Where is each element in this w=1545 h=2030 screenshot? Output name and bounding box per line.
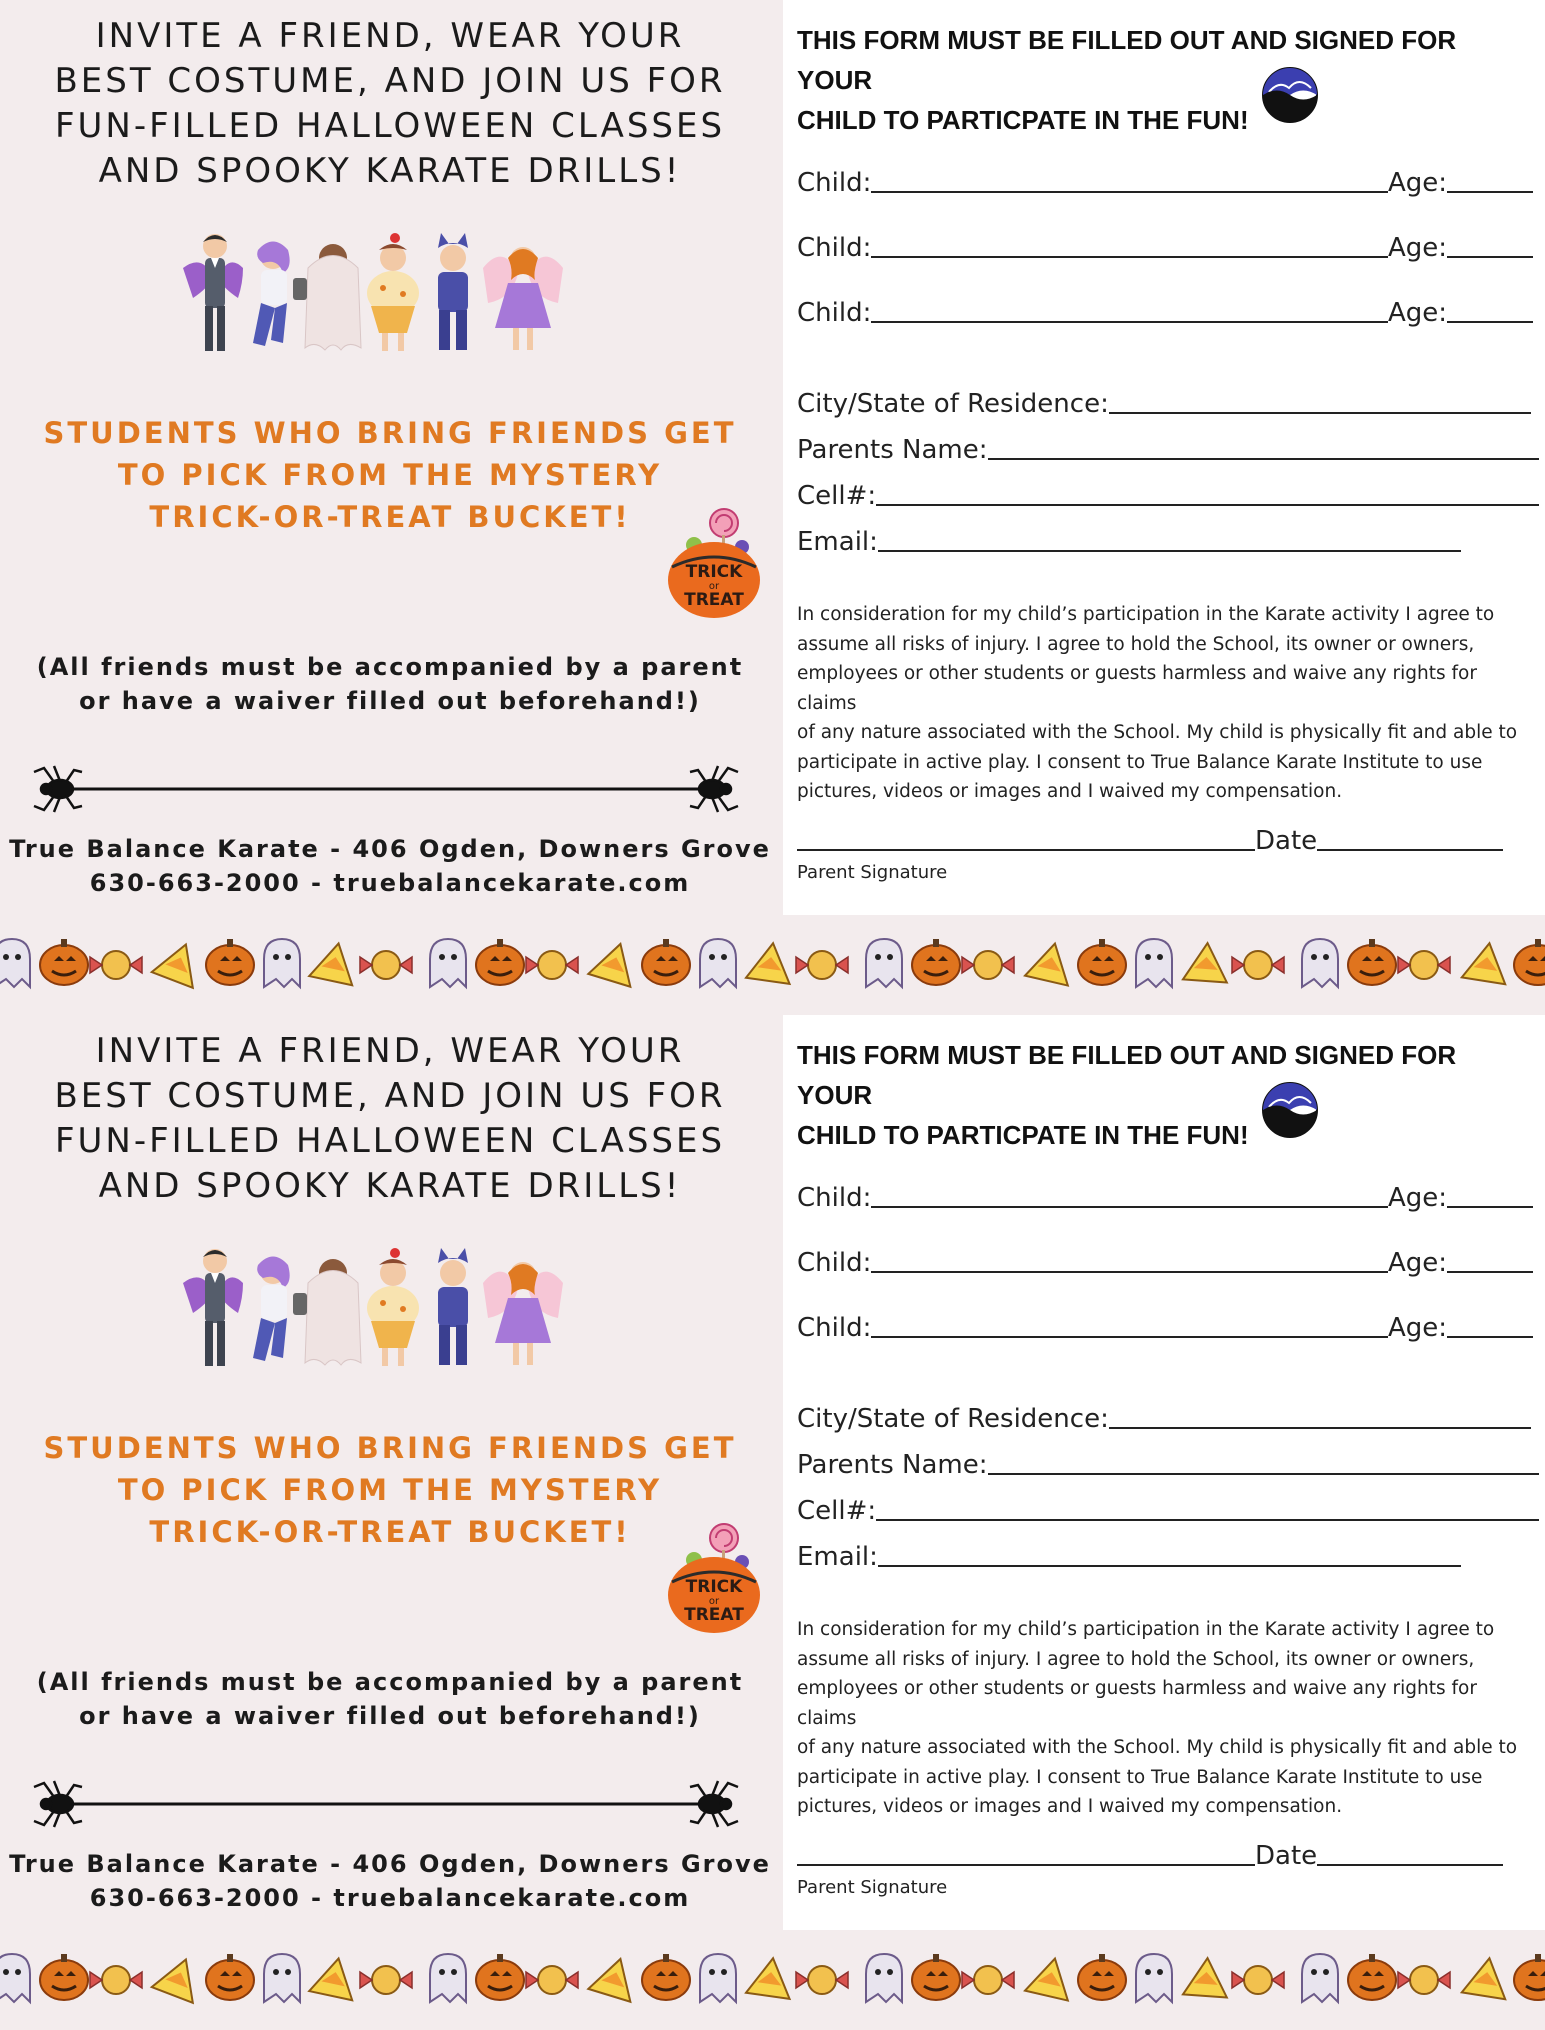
svg-text:TREAT: TREAT bbox=[684, 590, 744, 610]
child-3-age-field[interactable] bbox=[1447, 1335, 1533, 1338]
trick-or-treat-bucket-icon bbox=[664, 505, 764, 620]
child-1-age-field[interactable] bbox=[1447, 190, 1533, 193]
parent-signature-field[interactable] bbox=[797, 1863, 1255, 1866]
child-3-row: Child: Age: bbox=[797, 294, 1533, 328]
parent-waiver-note: (All friends must be accompanied by a parent or have a waiver filled out beforehand!) bbox=[36, 1668, 744, 1730]
parent-signature-label: Parent Signature bbox=[797, 1877, 948, 1898]
flyer-bottom bbox=[0, 1015, 1545, 2030]
child-2-name-field[interactable] bbox=[871, 255, 1388, 258]
child-3-row: Child: Age: bbox=[797, 1309, 1533, 1343]
cell-field[interactable] bbox=[876, 1518, 1539, 1521]
halloween-candy-border bbox=[0, 1930, 1545, 2030]
costumed-kids-illustration bbox=[183, 228, 593, 363]
child-1-name-field[interactable] bbox=[871, 190, 1388, 193]
date-field[interactable] bbox=[1317, 1863, 1503, 1866]
parents-name-row: Parents Name: bbox=[797, 1446, 1539, 1480]
trick-or-treat-bucket-icon bbox=[664, 1520, 764, 1635]
spider-divider bbox=[26, 762, 746, 816]
parents-name-row: Parents Name: bbox=[797, 431, 1539, 465]
friend-offer: STUDENTS WHO BRING FRIENDS GET TO PICK FROM THE MYSTERY TRICK-OR-TREAT BUCKET! bbox=[43, 416, 737, 534]
promo-panel bbox=[0, 1015, 780, 1930]
child-3-name-field[interactable] bbox=[871, 1335, 1388, 1338]
city-state-field[interactable] bbox=[1109, 411, 1531, 414]
parent-signature-field[interactable] bbox=[797, 848, 1255, 851]
child-1-age-field[interactable] bbox=[1447, 1205, 1533, 1208]
friend-offer: STUDENTS WHO BRING FRIENDS GET TO PICK FROM THE MYSTERY TRICK-OR-TREAT BUCKET! bbox=[43, 1431, 737, 1549]
headline: INVITE A FRIEND, WEAR YOUR BEST COSTUME, AND JOIN US FOR FUN-FILLED HALLOWEEN CLASSES AND SPOOKY KARATE DRILLS! bbox=[54, 1031, 726, 1206]
contact-info: True Balance Karate - 406 Ogden, Downers Grove 630-663-2000 - truebalancekarate.com bbox=[9, 835, 771, 897]
cell-row: Cell#: bbox=[797, 1492, 1539, 1526]
child-1-name-field[interactable] bbox=[871, 1205, 1388, 1208]
child-3-age-field[interactable] bbox=[1447, 320, 1533, 323]
cell-row: Cell#: bbox=[797, 477, 1539, 511]
parent-signature-label: Parent Signature bbox=[797, 862, 948, 883]
child-1-row: Child: Age: bbox=[797, 1179, 1533, 1213]
child-2-row: Child: Age: bbox=[797, 1244, 1533, 1278]
signature-row: Date bbox=[797, 1835, 1503, 1871]
svg-text:TRICK: TRICK bbox=[685, 1577, 743, 1597]
cell-field[interactable] bbox=[876, 503, 1539, 506]
headline: INVITE A FRIEND, WEAR YOUR BEST COSTUME, AND JOIN US FOR FUN-FILLED HALLOWEEN CLASSES AND SPOOKY KARATE DRILLS! bbox=[54, 16, 726, 191]
child-2-name-field[interactable] bbox=[871, 1270, 1388, 1273]
signup-form bbox=[783, 1015, 1545, 1930]
city-state-row: City/State of Residence: bbox=[797, 1400, 1531, 1434]
spider-divider bbox=[26, 1777, 746, 1831]
halloween-candy-border bbox=[0, 915, 1545, 1015]
city-state-row: City/State of Residence: bbox=[797, 385, 1531, 419]
svg-text:or: or bbox=[708, 581, 720, 592]
karate-logo bbox=[1261, 66, 1319, 124]
child-2-age-field[interactable] bbox=[1447, 255, 1533, 258]
child-2-row: Child: Age: bbox=[797, 229, 1533, 263]
email-field[interactable] bbox=[878, 549, 1461, 552]
parent-waiver-note: (All friends must be accompanied by a parent or have a waiver filled out beforehand!) bbox=[36, 653, 744, 715]
svg-text:or: or bbox=[708, 1596, 720, 1607]
form-title: THIS FORM MUST BE FILLED OUT AND SIGNED FOR YOUR CHILD TO PARTICPATE IN THE FUN! bbox=[797, 1040, 1457, 1150]
svg-text:TREAT: TREAT bbox=[684, 1605, 744, 1625]
waiver-text: In consideration for my child’s participation in the Karate activity I agree to assume all risks of injury. I agree to hold the School, its owner or owners, employees or other students or guests harmless and waive any rights for claims of any nature associated with the School. My child is physically fit and able to participate in active play. I consent to True Balance Karate Institute to use pictures, videos or images and I waived my compensation. bbox=[797, 604, 1518, 802]
child-2-age-field[interactable] bbox=[1447, 1270, 1533, 1273]
karate-logo bbox=[1261, 1081, 1319, 1139]
promo-panel bbox=[0, 0, 780, 915]
email-field[interactable] bbox=[878, 1564, 1461, 1567]
parents-name-field[interactable] bbox=[988, 457, 1539, 460]
email-row: Email: bbox=[797, 1538, 1461, 1572]
signature-row: Date bbox=[797, 820, 1503, 856]
child-3-name-field[interactable] bbox=[871, 320, 1388, 323]
email-row: Email: bbox=[797, 523, 1461, 557]
city-state-field[interactable] bbox=[1109, 1426, 1531, 1429]
child-1-row: Child: Age: bbox=[797, 164, 1533, 198]
parents-name-field[interactable] bbox=[988, 1472, 1539, 1475]
form-title: THIS FORM MUST BE FILLED OUT AND SIGNED FOR YOUR CHILD TO PARTICPATE IN THE FUN! bbox=[797, 25, 1457, 135]
waiver-text: In consideration for my child’s participation in the Karate activity I agree to assume all risks of injury. I agree to hold the School, its owner or owners, employees or other students or guests harmless and waive any rights for claims of any nature associated with the School. My child is physically fit and able to participate in active play. I consent to True Balance Karate Institute to use pictures, videos or images and I waived my compensation. bbox=[797, 1619, 1518, 1817]
signup-form bbox=[783, 0, 1545, 915]
date-field[interactable] bbox=[1317, 848, 1503, 851]
svg-text:TRICK: TRICK bbox=[685, 562, 743, 582]
contact-info: True Balance Karate - 406 Ogden, Downers Grove 630-663-2000 - truebalancekarate.com bbox=[9, 1850, 771, 1912]
costumed-kids-illustration bbox=[183, 1243, 593, 1378]
